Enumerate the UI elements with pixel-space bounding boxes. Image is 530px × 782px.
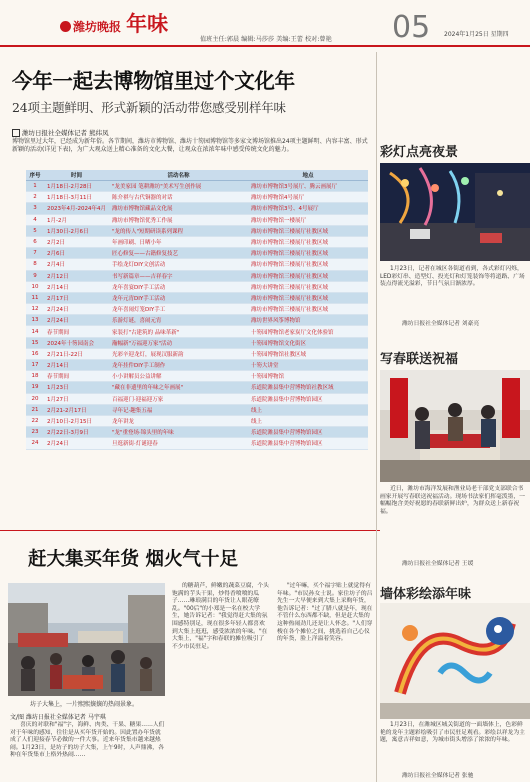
cell-name: "龙美家园 笔耕潍坊"美术写生创作展 [109,181,248,192]
cell-name: 寻年记·趣集五福 [109,404,248,415]
cell-name: 陈介祺与古代铜器的对话 [109,192,248,203]
table-row [26,281,368,292]
lights-photo [380,163,530,261]
cell-name: 年画印刷、日晒小年 [109,236,248,247]
cell-time: 2月24日 [44,315,109,326]
table-row [26,248,368,259]
cell-time: 1月18日-3月11日 [44,192,109,203]
cell-place: 乐道院潍县集中营博物馆园区 [248,393,368,404]
main-byline [12,128,109,137]
cell-place: 乐道院潍县集中营博物馆园区 [248,427,368,438]
cell-no: 1 [26,181,44,192]
cell-time: 2月24日 [44,304,109,315]
table-row [26,181,368,192]
cell-time: 1月-2月 [44,214,109,225]
events-table-body [26,181,368,450]
table-row [26,192,368,203]
cell-time: 2月4日 [44,259,109,270]
mural-photo [380,603,530,719]
cell-time: 2月14日 [44,360,109,371]
cell-no: 12 [26,304,44,315]
section-name: 年味 [126,11,169,36]
cell-time: 2月2日 [44,236,109,247]
cell-time: 1月18日-2月28日 [44,181,109,192]
mural-caption: 1月23日，在潍城区城关街道的一面墙体上，色彩鲜艳的龙年主题彩绘吸引了市民驻足观看。彩绘以祥龙为主题，寓意吉祥如意，为城市街头增添了浓浓的年味。 [380,722,525,744]
cell-no: 14 [26,326,44,337]
issue-date: 2024年1月25日 星期四 [444,31,509,38]
cell-name: 百福迎门·迎福迎万家 [109,393,248,404]
header-time: 时间 [44,170,109,181]
cell-place: 乐道院潍县集中营博物馆园区 [248,438,368,449]
table-row [26,348,368,359]
table-row [26,270,368,281]
cell-name: 手绘龙灯DIY文创活动 [109,259,248,270]
editor-credits: 值班主任:郭晨 编辑:马莎莎 美编:王蕾 校对:曾艳 [200,36,332,43]
cell-no: 2 [26,192,44,203]
table-row [26,371,368,382]
cell-place: 潍坊市博物馆三楼展厅社教区域 [248,225,368,236]
cell-time: 春节期间 [44,326,109,337]
masthead-rule [0,45,530,47]
cell-time: 2月6日 [44,248,109,259]
cell-place: 潍坊市博物馆4号展厅 [248,192,368,203]
cell-time: 1月27日 [44,393,109,404]
cell-name: "龙的传人"短期研读系列课程 [109,225,248,236]
cell-time: 1月30日-2月6日 [44,225,109,236]
byline-box-icon [12,129,20,137]
cell-name: "龙"重登场·锦头里的年味 [109,427,248,438]
cell-place: 十笏园博物馆社教区域 [248,348,368,359]
cell-name: 乐游灯谜，喜闹元宵 [109,315,248,326]
couplets-photo [380,370,530,482]
cell-no: 22 [26,415,44,426]
cell-time: 2月21日-22日 [44,348,109,359]
cell-name: 家装打"古建筑的 品味革新" [109,326,248,337]
events-table [26,170,368,450]
table-row [26,326,368,337]
cell-name: 潍坊市博物馆藏品文化展 [109,203,248,214]
cell-place: 潍坊市博物馆三楼展厅社教区域 [248,304,368,315]
table-row [26,315,368,326]
cell-time: 2月17日 [44,292,109,303]
cell-time: 2023年4月-2024年4月 [44,203,109,214]
cell-place: 潍坊市博物馆三楼展厅社教区域 [248,281,368,292]
table-header-row [26,170,368,181]
cell-place: 十笏园博物馆老家炭厅文化体验馆 [248,326,368,337]
cell-name: 匠心修复——古籍修复技艺 [109,248,248,259]
table-row [26,337,368,348]
article-column-middle: 的糖葫芦，鲜嫩的蔬菜豆腐，个头饱满的芋头干果，炒得香喷喷的瓜子……琳琅满目的年货让人眼花缭乱。"00后"的小郑是一名在校大学生，她告诉记者："我觉得赶大集的氛围感特别足，现在很多年轻人都喜欢到大集上逛逛，感受浓浓的年味。"在大集上，"福"字和春联的摊位吸引了不少市民驻足。 [172,583,269,650]
lights-credit: 潍坊日报社全媒体记者 刘豪亮 [402,321,480,327]
table-row [26,225,368,236]
page-number: 05 [392,10,431,45]
cell-name: 旦逛新街·灯谜迎春 [109,438,248,449]
cell-no: 11 [26,292,44,303]
cell-place: 十笏园博物馆 [248,371,368,382]
table-row [26,360,368,371]
cell-no: 8 [26,259,44,270]
header-no: 序号 [26,170,44,181]
table-row [26,304,368,315]
cell-name: 龙年讲龙 [109,415,248,426]
cell-time: 2月12日 [44,270,109,281]
cell-place: 潍坊世界风筝博物馆 [248,315,368,326]
cell-place: 潍坊市博物馆三楼展厅社教区域 [248,292,368,303]
cell-name: "藏在非遗里的年味之年画展" [109,382,248,393]
cell-no: 4 [26,214,44,225]
cell-no: 6 [26,236,44,247]
cell-place: 线上 [248,404,368,415]
cell-no: 17 [26,360,44,371]
cell-name: 龙年挂件DIY手工制作 [109,360,248,371]
cell-place: 潍坊市博物馆三楼展厅社教区域 [248,259,368,270]
cell-name: 小小讲解员公益讲解 [109,371,248,382]
cell-time: 2月24日 [44,438,109,449]
cell-no: 5 [26,225,44,236]
cell-no: 20 [26,393,44,404]
cell-time: 1月23日 [44,382,109,393]
paper-name: 潍坊晚报 [73,20,122,34]
table-row [26,203,368,214]
cell-place: 潍坊市博物馆三楼展厅社教区域 [248,270,368,281]
lights-caption: 1月23日，记者在城区各街道看到，各式彩灯闪烁，LED彩灯串、造型灯、投光灯和灯笼装饰等将道路、广场装点得流光溢彩，节日气氛日渐浓厚。 [380,266,525,288]
cell-place: 潍坊市博物馆3号展厅、腾云画展厅 [248,181,368,192]
cell-place: 潍坊市博物馆一楼展厅 [248,214,368,225]
second-headline: 赶大集买年货 烟火气十足 [28,549,238,570]
cell-place: 潍坊市博物馆3号、4号展厅 [248,203,368,214]
header-place: 地点 [248,170,368,181]
section-divider [0,530,380,531]
cell-place: 潍坊市博物馆三楼展厅社教区域 [248,248,368,259]
byline-text: 潍坊日报社全媒体记者 熊纬凤 [22,129,109,137]
table-row [26,292,368,303]
sidebar-divider [376,52,377,782]
cell-time: 2月22日-3月9日 [44,427,109,438]
cell-name: 龙年元宵DIY手工活动 [109,292,248,303]
cell-time: 2月10日-2月15日 [44,415,109,426]
cell-time: 2月14日 [44,281,109,292]
cell-name: 瀚幅新"万福迎万家"活动 [109,337,248,348]
header-name: 活动名称 [109,170,248,181]
second-byline: 文/图 潍坊日报社全媒体记者 马宇琪 [10,714,106,721]
table-row [26,404,368,415]
cell-place: 线上 [248,415,368,426]
sidebar-title-lights: 彩灯点亮夜景 [380,145,459,160]
cell-place: 十笏大讲堂 [248,360,368,371]
table-row [26,415,368,426]
cell-place: 乐道院潍县集中营博物馆社教区域 [248,382,368,393]
table-row [26,236,368,247]
cell-name: 书写新篇章——吉祥春字 [109,270,248,281]
couplets-caption: 近日，潍坊市海洋发展和渔业局老干部党支部联合书画家开展写春联送祝福活动。现场书法家们挥毫泼墨，一幅幅饱含美好祝愿的春联新鲜出炉，为群众送上新春祝福。 [380,486,525,515]
cell-no: 18 [26,371,44,382]
cell-no: 3 [26,203,44,214]
sidebar-title-mural: 墙体彩绘添年味 [380,587,472,602]
cell-place: 潍坊市博物馆三楼展厅社教区域 [248,236,368,247]
table-row [26,438,368,449]
cell-no: 24 [26,438,44,449]
table-row [26,259,368,270]
cell-no: 16 [26,348,44,359]
cell-time: 2024年十笏园南会 [44,337,109,348]
cell-time: 2月21-2月17日 [44,404,109,415]
cell-time: 春节期间 [44,371,109,382]
cell-no: 9 [26,270,44,281]
table-row [26,393,368,404]
cell-no: 10 [26,281,44,292]
cell-name: 光彩辛迎龙灯，展现汉服新韵 [109,348,248,359]
sidebar-title-couplets: 写春联送祝福 [380,352,459,367]
cell-no: 21 [26,404,44,415]
cell-no: 13 [26,315,44,326]
article-column-left: 喜庆的对联和"福"字，海鲜、肉类、干果、糖果……人们对于年味的感知，往往是从买年货开始的。因此置办年货就成了人们迎接春节必做的一件大事。近来年货集市越来越热闹。1月23日，是坊子的坊子大集，上午9时，人声鼎沸，各种在年货集市上格外热闹…… [10,722,165,759]
couplets-credit: 潍坊日报社全媒体记者 王缓 [402,561,474,567]
table-row [26,382,368,393]
article-column-right: "过年嘛，买个福字贴上就觉得有年味。"市民孙女士说。家住坊子的吕先生一大早便来到大集上采购年货，他告诉记者："过了腊八就是年，现在不管什么东西都不缺，但是赶大集的这种热闹劲儿还是让人怀念。"人们穿梭在各个摊位之间，挑选着自己心仪的年货，脸上洋溢着笑容。 [277,583,373,643]
cell-place: 十笏园博物馆文化街区 [248,337,368,348]
main-subhead: 24项主题鲜明、形式新颖的活动带您感受别样年味 [12,100,286,115]
cell-name: 龙年喜闹灯笼DIY手工 [109,304,248,315]
cell-no: 7 [26,248,44,259]
cell-name: 龙年喜宴DIY手工活动 [109,281,248,292]
newspaper-logo-icon [60,21,71,32]
mural-credit: 潍坊日报社全媒体记者 张驰 [402,773,474,779]
masthead-logo [60,8,200,34]
cell-no: 15 [26,337,44,348]
table-row [26,214,368,225]
cell-no: 19 [26,382,44,393]
main-headline: 今年一起去博物馆里过个文化年 [12,69,295,93]
cell-name: 潍坊市博物馆优秀工作展 [109,214,248,225]
main-intro: 博物馆里过大年，已经成为新年俗。各节期间，潍坊市博物馆、潍坊十笏园博物馆等多家文博场馆推出24项主题鲜明、内容丰富、形式新颖的活动(详见下表)，为广大观众送上精心准备的文化大餐，让观众在浓浓年味中感受传统文化的魅力。 [12,138,368,153]
table-row [26,427,368,438]
cell-no: 23 [26,427,44,438]
market-photo-caption: 坊子大集上，一片熙熙攘攘的热闹景象。 [30,701,139,708]
market-photo [8,583,165,696]
